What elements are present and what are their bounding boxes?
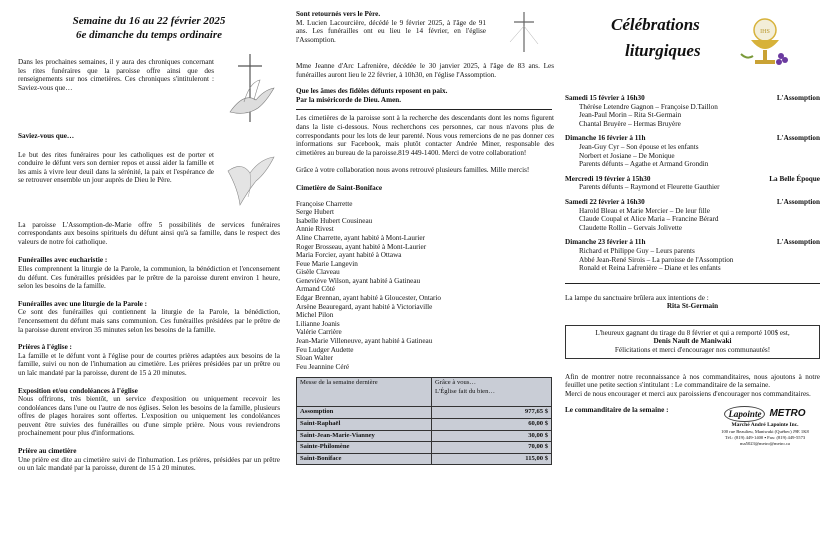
celebration-date: Dimanche 23 février à 11h [565, 238, 646, 247]
cimetiere-priere-text: Une prière est dite au cimetière suivi de l'inhumation. Les prières, présidées par un prêtre ou un laïc mandaté par la paroisse, durent de 15 à 20 minutes. [18, 455, 280, 473]
sponsor-label: Le commanditaire de la semaine : [565, 406, 669, 415]
celebration-header [565, 238, 820, 247]
table-row [297, 453, 552, 465]
name-item: Armand Côté [296, 285, 335, 294]
name-item: Françoise Charrette [296, 199, 353, 208]
table-row [297, 419, 552, 431]
sponsor-intro: Afin de montrer notre reconnaissance à nos commanditaires, nous ajoutons à notre feuillet une petite section s'intitulant : Le commanditaire de la semaine. [565, 372, 820, 390]
table-cell-label: Saint-Jean-Marie-Vianney [297, 430, 432, 442]
celebration-intention: Ronald et Reina Lafrenière – Diane et les enfants [579, 264, 721, 273]
table-head-right-1: Grâce à vous… [435, 379, 477, 387]
name-item: Jean-Marie Villeneuve, ayant habité à Gatineau [296, 337, 433, 346]
celebration-place: La Belle Époque [769, 174, 820, 183]
fun-parole-title: Funérailles avec une liturgie de la Parole : [18, 299, 148, 308]
table-cell-amount: 30,00 $ [432, 430, 552, 442]
intro-text: Dans les prochaines semaines, il y aura des chroniques concernant les rites funéraires que la paroisse offre ainsi que des renseignements sur nos cimetières. Ces chroniques s'intituleront : Saviez-vous que… [18, 58, 214, 92]
retournes-1: M. Lucien Lacourcière, décédé le 9 février 2025, à l'âge de 91 ans. Les funérailles ont eu lieu le 14 février, en l'église l'Assomption. [296, 18, 486, 44]
sponsor-name: Marché André Lapointe Inc. [731, 422, 799, 429]
name-item: Arsène Beauregard, ayant habité à Victoriaville [296, 302, 433, 311]
celebration-date: Mercredi 19 février à 15h30 [565, 174, 651, 183]
table-cell-label: Saint-Boniface [297, 453, 432, 465]
cross-icon [500, 10, 550, 54]
table-cell-label: Assomption [297, 407, 432, 419]
table-cell-amount: 977,65 $ [432, 407, 552, 419]
celebration-header [565, 134, 820, 143]
cimetieres-text: Les cimetières de la paroisse sont à la recherche des descendants dont les noms figurent dans la liste ci-dessous. Nous recherchons ces personnes, car nous n'avons plus de correspondants pour les lots de leur parenté. Nous vous remercions de ne pas donner ces informations sur Facebook, mais plutôt contacter Andrée Miner, responsable des cimetières au bureau de la paroisse.819 449-1400. Merci de votre collaboration! [296, 114, 554, 157]
name-item: Valérie Carrière [296, 328, 342, 337]
celebration-place: L'Assomption [776, 238, 820, 247]
week-heading: Semaine du 16 au 22 février 2025 [72, 15, 226, 27]
svg-text:IHS: IHS [760, 29, 770, 35]
lampe-name: Rita St-Germain [666, 302, 719, 311]
offering-table [296, 377, 552, 465]
sponsor-address: 100 rue Beaulieu, Maniwaki (Québec) J9E 1K8 [721, 429, 809, 435]
prieres-title: Prières à l'église : [18, 343, 72, 352]
column-middle [296, 0, 554, 465]
name-item: Michel Pilon [296, 311, 334, 320]
celebration-intention: Parents défunts – Agathe et Armand Grondin [579, 160, 709, 169]
table-row [297, 442, 552, 454]
celebration-intention: Claude Coupal et Alice Maria – Francine Bérard [579, 215, 719, 224]
saviez-text: Le but des rites funéraires pour les catholiques est de porter et conduire le défunt vers son dernier repos et aussi aider la famille et les amis à vivre leur deuil dans la sérénité, la paix et l'espérance de se retrouver ensemble un jour auprès de Dieu le Père. [18, 150, 214, 185]
para-possibilities: La paroisse L'Assomption-de-Marie offre 5 possibilités de services funéraires correspondants aux besoins spirituels du défunt ainsi qu'à sa famille, dans le respect des valeurs de notre foi catholique. [18, 220, 280, 246]
table-head-right-2: L'Église fait du bien… [435, 388, 495, 395]
celebration-intention: Claudette Rollin – Gervais Jolivette [579, 223, 683, 232]
celebration-header [565, 175, 820, 184]
sunday-heading: 6e dimanche du temps ordinaire [75, 29, 223, 41]
retournes-title: Sont retournés vers le Père. [296, 10, 381, 18]
celebration-block [565, 134, 820, 168]
name-item: Annie Rivest [296, 225, 334, 234]
priere-defunts-2: Par la miséricorde de Dieu. Amen. [296, 95, 402, 104]
celebration-block [565, 198, 820, 232]
celebration-intention: Norbert et Josiane – De Monique [579, 151, 675, 160]
celebration-place: L'Assomption [776, 94, 820, 102]
table-cell-amount: 115,00 $ [432, 453, 552, 465]
celebration-header [565, 94, 820, 103]
celebration-intention: Harold Bleau et Marie Mercier – De leur fille [579, 206, 710, 215]
priere-defunts-1: Que les âmes des fidèles défunts reposent en paix. [296, 87, 448, 96]
fun-euch-title: Funérailles avec eucharistie : [18, 256, 108, 265]
celebrations-title-2: liturgiques [625, 41, 701, 60]
table-row [297, 430, 552, 442]
name-item: Gisèle Claveau [296, 268, 340, 277]
winner-text: L'heureux gagnant du tirage du 8 février et qui a remporté 100$ est, [595, 328, 790, 337]
grace-text: Grâce à votre collaboration nous avons retrouvé plusieurs familles. Mille mercis! [296, 166, 530, 175]
name-item: Lilianne Joanis [296, 319, 340, 328]
column-right [565, 0, 820, 446]
celebration-intention: Abbé Jean-René Sirois – La paroisse de l'Assomption [579, 255, 734, 264]
name-item: Edgar Brennan, ayant habité à Gloucester, Ontario [296, 294, 442, 303]
divider [565, 283, 820, 284]
winner-congrats: Félicitations et merci d'encourager nos communautés! [614, 346, 771, 355]
sponsor-logo-lapointe: Lapointe [724, 406, 765, 422]
table-head-left: Messe de la semaine dernière [297, 378, 432, 407]
name-item: Serge Hubert [296, 208, 334, 217]
names-list [296, 200, 554, 372]
table-cell-amount: 60,00 $ [432, 419, 552, 431]
table-row [297, 407, 552, 419]
sponsor-tel: Tél.: (819) 449-1400 ▪ Fax: (819) 449-5573 [724, 435, 806, 441]
sponsor-thanks: Merci de nous encourager et merci aux paroissiens d'encourager nos commanditaires. [565, 389, 811, 398]
name-item: Sloan Walter [296, 354, 334, 363]
celebration-intention: Parents défunts – Raymond et Fleurette Gauthier [579, 183, 720, 192]
table-header-row [297, 378, 552, 407]
celebrations-list [565, 94, 820, 273]
fun-euch-text: Elles comprennent la liturgie de la Parole, la communion, la bénédiction et l'encensement du défunt. Ces funérailles présidées par le prêtre de la paroisse durent environ 1 heure, selon les besoins de la famille. [18, 264, 280, 291]
expo-text: Nous offrirons, très bientôt, un service d'exposition ou uniquement recevoir les condoléances dans l'une ou l'autre de nos églises. Selon les besoins de la famille, plusieurs offres de plages horaires sont offertes. L'exposition ou uniquement les condoléances peuvent être suivies des funérailles ou d'une simple prière. Nous vous reviendrons prochainement pour plus d'informations. [18, 395, 280, 438]
winner-box [565, 325, 820, 359]
table-cell-amount: 70,00 $ [432, 442, 552, 454]
expo-title: Exposition et/ou condoléances à l'église [18, 386, 138, 395]
column-left [18, 0, 280, 473]
fun-parole-text: Ce sont des funérailles qui contiennent la liturgie de la Parole, la bénédiction, l'encensement du défunt mais sans communion. Ces funérailles présidées par le prêtre de la paroisse durent environ 35 minutes selon les besoins de la famille. [18, 308, 280, 334]
celebration-date: Samedi 15 février à 16h30 [565, 94, 645, 102]
name-item: Aline Charrette, ayant habité à Mont-Laurier [296, 233, 425, 242]
cimetiere-priere-title: Prière au cimetière [18, 447, 77, 456]
divider [296, 109, 552, 110]
saviez-title: Saviez-vous que… [18, 132, 75, 140]
celebration-date: Dimanche 16 février à 11h [565, 134, 646, 143]
name-item: Feu Ludger Audette [296, 345, 354, 354]
sponsor-email: ma5023@metro@metro.ca [740, 440, 790, 446]
name-item: Geneviève Wilson, ayant habité à Gatineau [296, 276, 421, 285]
lampe-text: La lampe du sanctuaire brûlera aux intentions de : [565, 293, 709, 302]
sponsor-logo [715, 406, 815, 446]
name-item: Feue Marie Langevin [296, 259, 358, 268]
celebration-block [565, 175, 820, 192]
name-item: Roger Brosseau, ayant habité à Mont-Laurier [296, 242, 427, 251]
sponsor-logo-metro: METRO [769, 408, 806, 420]
celebration-place: L'Assomption [776, 134, 820, 143]
chalice-icon [735, 14, 795, 70]
celebrations-title-1: Célébrations [611, 15, 700, 34]
celebration-intention: Jean-Guy Cyr – Son épouse et les enfants [579, 142, 699, 151]
st-boniface-title: Cimetière de Saint-Boniface [296, 183, 383, 192]
celebration-block [565, 238, 820, 272]
winner-name: Denis Nault de Maniwaki [653, 337, 732, 346]
celebration-date: Samedi 22 février à 16h30 [565, 197, 645, 206]
table-cell-label: Sainte-Philomène [297, 442, 432, 454]
table-cell-label: Saint-Raphaël [297, 419, 432, 431]
table-head-right [432, 378, 552, 407]
celebration-place: L'Assomption [776, 197, 820, 206]
celebration-intention: Thérèse Letendre Gagnon – Françoise D.Taillon [579, 102, 718, 111]
name-item: Feu Jeannine Céré [296, 362, 350, 371]
name-item: Isabelle Hubert Cousineau [296, 216, 373, 225]
dove-cross-icon [220, 52, 280, 124]
retournes-2: Mme Jeanne d'Arc Lafrenière, décédée le 30 janvier 2025, à l'âge de 83 ans. Les funérailles auront lieu le 22 février, à 10h30, en l'église l'Assomption. [296, 62, 554, 79]
name-item: Maria Forcier, ayant habité à Ottawa [296, 251, 402, 260]
celebration-intention: Richard et Philippe Guy – Leurs parents [579, 246, 695, 255]
celebration-block [565, 94, 820, 128]
dove-icon [220, 151, 280, 213]
celebration-header [565, 198, 820, 207]
celebration-intention: Jean-Paul Morin – Rita St-Germain [579, 111, 682, 120]
celebration-intention: Chantal Bruyère – Hermas Bruyère [579, 119, 681, 128]
prieres-text: La famille et le défunt vont à l'église pour de courtes prières adaptées aux besoins de la famille, suivi ou non de l'inhumation au cimetière. Les prières présidées par un prêtre ou un laïc mandaté par la paroisse, durent de 15 à 20 minutes. [18, 351, 280, 377]
